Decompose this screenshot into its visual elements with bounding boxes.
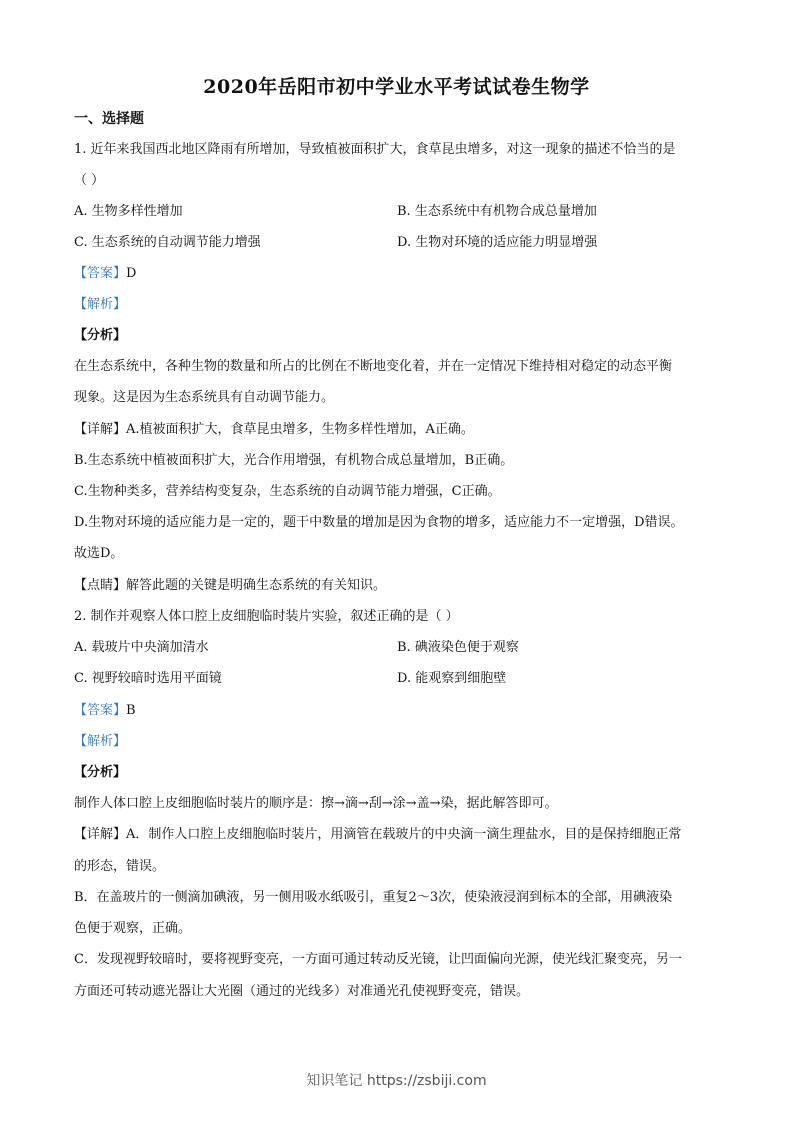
q1-fenxi-tag: 【分析】 bbox=[74, 328, 127, 343]
q2-detail-line2: 的形态，错误。 bbox=[74, 859, 166, 874]
section-heading: 一、选择题 bbox=[74, 111, 144, 127]
q1-option-c: C. 生态系统的自动调节能力增强 bbox=[74, 235, 261, 250]
q2-option-c: C. 视野较暗时选用平面镜 bbox=[74, 671, 222, 686]
q2-stem: 2. 制作并观察人体口腔上皮细胞临时装片实验，叙述正确的是（ ） bbox=[74, 609, 459, 624]
q1-paren: （ ） bbox=[74, 173, 105, 188]
q1-detail-line1: 【详解】A.植被面积扩大，食草昆虫增多，生物多样性增加，A正确。 bbox=[74, 422, 474, 437]
q2-detail-line1: 【详解】A．制作人口腔上皮细胞临时装片，用滴管在载玻片的中央滴一滴生理盐水，目的是保持细胞正常 bbox=[74, 827, 682, 842]
answer-tag: 【答案】 bbox=[74, 266, 127, 281]
q1-option-b: B. 生态系统中有机物合成总量增加 bbox=[397, 204, 597, 219]
q2-detail-line6: 方面还可转动遮光器让大光圈（通过的光线多）对准通光孔使视野变亮，错误。 bbox=[74, 984, 530, 999]
q2-option-a: A. 载玻片中央滴加清水 bbox=[74, 640, 209, 655]
answer-value: B bbox=[126, 703, 136, 718]
q2-detail-line3: B．在盖玻片的一侧滴加碘液，另一侧用吸水纸吸引，重复2～3次，使染液浸润到标本的全部，用碘液染 bbox=[74, 890, 673, 905]
q2-jiexi-tag: 【解析】 bbox=[74, 734, 127, 749]
answer-value: D bbox=[126, 266, 137, 281]
q2-detail-line5: C．发现视野较暗时，要将视野变亮，一方面可通过转动反光镜，让凹面偏向光源，使光线汇聚变亮，另一 bbox=[74, 952, 682, 967]
q2-option-b: B. 碘液染色便于观察 bbox=[397, 640, 519, 655]
q2-option-d: D. 能观察到细胞壁 bbox=[397, 671, 507, 686]
q1-option-d: D. 生物对环境的适应能力明显增强 bbox=[397, 235, 598, 250]
q1-detail-line4: D.生物对环境的适应能力是一定的，题干中数量的增加是因为食物的增多，适应能力不一定增强，D错误。 bbox=[74, 515, 684, 530]
q2-fenxi-tag: 【分析】 bbox=[74, 765, 127, 780]
q1-analysis-line2: 现象。这是因为生态系统具有自动调节能力。 bbox=[74, 390, 335, 405]
q2-detail-line4: 色便于观察，正确。 bbox=[74, 921, 192, 936]
q2-analysis-line1: 制作人体口腔上皮细胞临时装片的顺序是：擦→滴→刮→涂→盖→染，据此解答即可。 bbox=[74, 796, 558, 811]
footer-watermark: 知识笔记 https://zsbiji.com bbox=[306, 1073, 487, 1089]
answer-tag: 【答案】 bbox=[74, 703, 127, 718]
q1-detail-line5: 故选D。 bbox=[74, 546, 124, 561]
q1-detail-line2: B.生态系统中植被面积扩大，光合作用增强，有机物合成总量增加，B正确。 bbox=[74, 453, 514, 468]
page-title: 2020年岳阳市初中学业水平考试试卷生物学 bbox=[203, 76, 590, 98]
q1-detail-line3: C.生物种类多，营养结构变复杂，生态系统的自动调节能力增强，C正确。 bbox=[74, 484, 501, 499]
q1-answer bbox=[74, 265, 724, 283]
q1-option-a: A. 生物多样性增加 bbox=[74, 204, 183, 219]
q1-jiexi-tag: 【解析】 bbox=[74, 297, 127, 312]
q1-dianjing: 【点睛】解答此题的关键是明确生态系统的有关知识。 bbox=[74, 578, 387, 593]
q1-analysis-line1: 在生态系统中，各种生物的数量和所占的比例在不断地变化着，并在一定情况下维持相对稳定的动态平衡 bbox=[74, 359, 673, 374]
q1-stem: 1. 近年来我国西北地区降雨有所增加，导致植被面积扩大，食草昆虫增多，对这一现象的描述不恰当的是 bbox=[74, 142, 676, 157]
q2-answer bbox=[74, 702, 724, 720]
